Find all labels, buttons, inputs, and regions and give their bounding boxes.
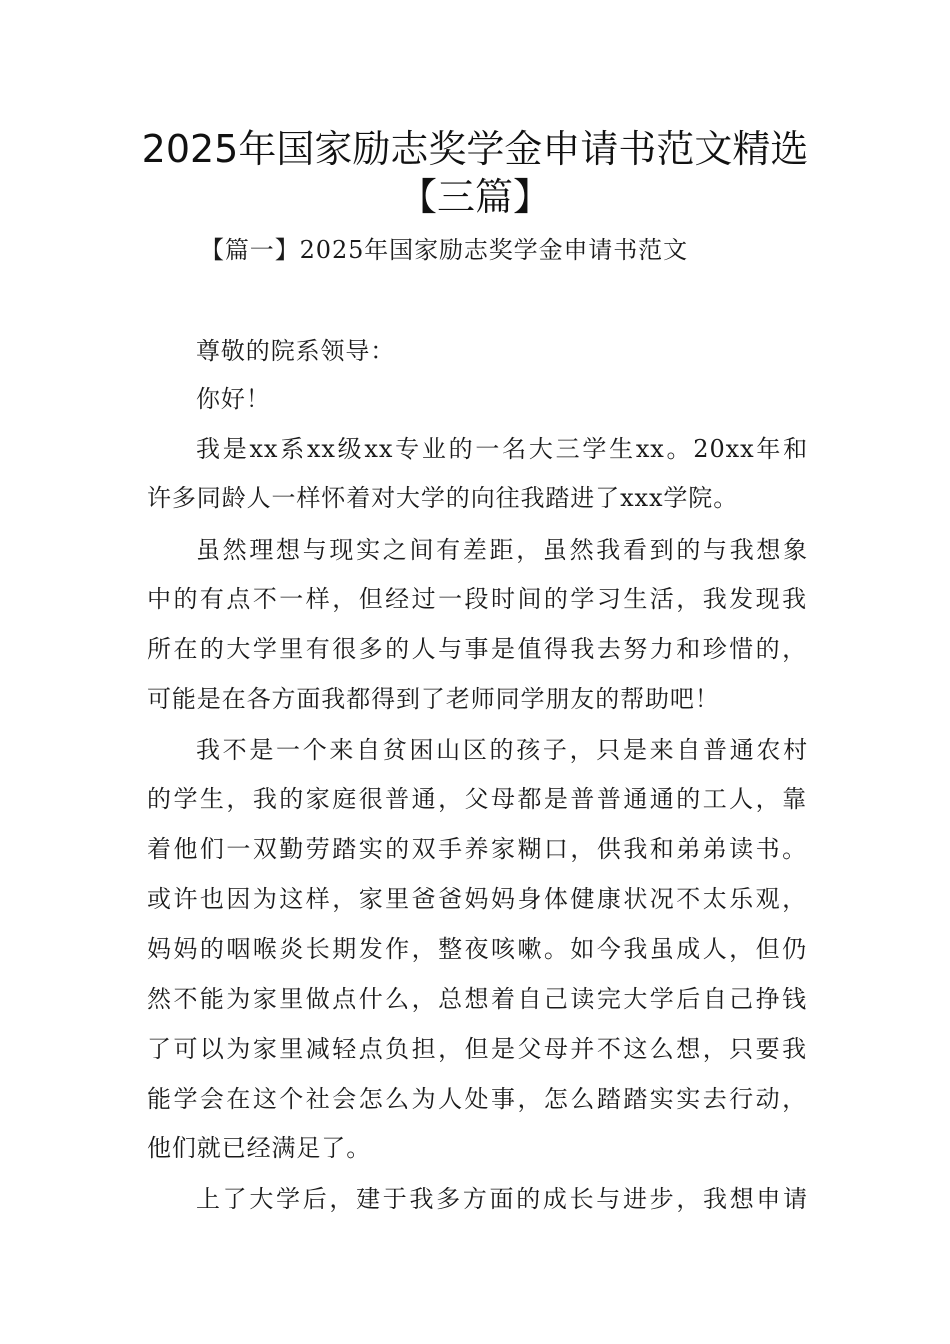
greeting-line: 你好！	[196, 385, 271, 413]
salutation-line: 尊敬的院系领导：	[196, 337, 396, 365]
paragraph-line: 的学生，我的家庭很普通，父母都是普普通通的工人，靠	[147, 785, 807, 813]
paragraph-line: 许多同龄人一样怀着对大学的向往我踏进了xxx学院。	[147, 484, 739, 512]
paragraph-line: 妈妈的咽喉炎长期发作，整夜咳嗽。如今我虽成人，但仍	[147, 935, 807, 963]
paragraph-line: 能学会在这个社会怎么为人处事，怎么踏踏实实去行动，	[147, 1085, 807, 1113]
paragraph-line: 所在的大学里有很多的人与事是值得我去努力和珍惜的，	[147, 635, 807, 663]
paragraph-line: 他们就已经满足了。	[147, 1134, 372, 1162]
document-title-line-1: 2025年国家励志奖学金申请书范文精选	[141, 127, 809, 171]
paragraph-line: 然不能为家里做点什么，总想着自己读完大学后自己挣钱	[147, 985, 807, 1013]
paragraph-line: 中的有点不一样，但经过一段时间的学习生活，我发现我	[147, 585, 807, 613]
document-title-line-2: 【三篇】	[398, 175, 551, 219]
paragraph-line: 我不是一个来自贫困山区的孩子，只是来自普通农村	[196, 736, 808, 764]
paragraph-line: 或许也因为这样，家里爸爸妈妈身体健康状况不太乐观，	[147, 885, 807, 913]
section-heading: 【篇一】2025年国家励志奖学金申请书范文	[200, 236, 688, 264]
paragraph-line: 我是xx系xx级xx专业的一名大三学生xx。20xx年和	[196, 435, 808, 463]
paragraph-line: 可能是在各方面我都得到了老师同学朋友的帮助吧！	[147, 685, 720, 713]
paragraph-line: 着他们一双勤劳踏实的双手养家糊口，供我和弟弟读书。	[147, 835, 807, 863]
paragraph-line: 了可以为家里减轻点负担，但是父母并不这么想，只要我	[147, 1035, 807, 1063]
paragraph-line: 虽然理想与现实之间有差距，虽然我看到的与我想象	[196, 536, 808, 564]
paragraph-line: 上了大学后，建于我多方面的成长与进步，我想申请	[196, 1185, 808, 1213]
